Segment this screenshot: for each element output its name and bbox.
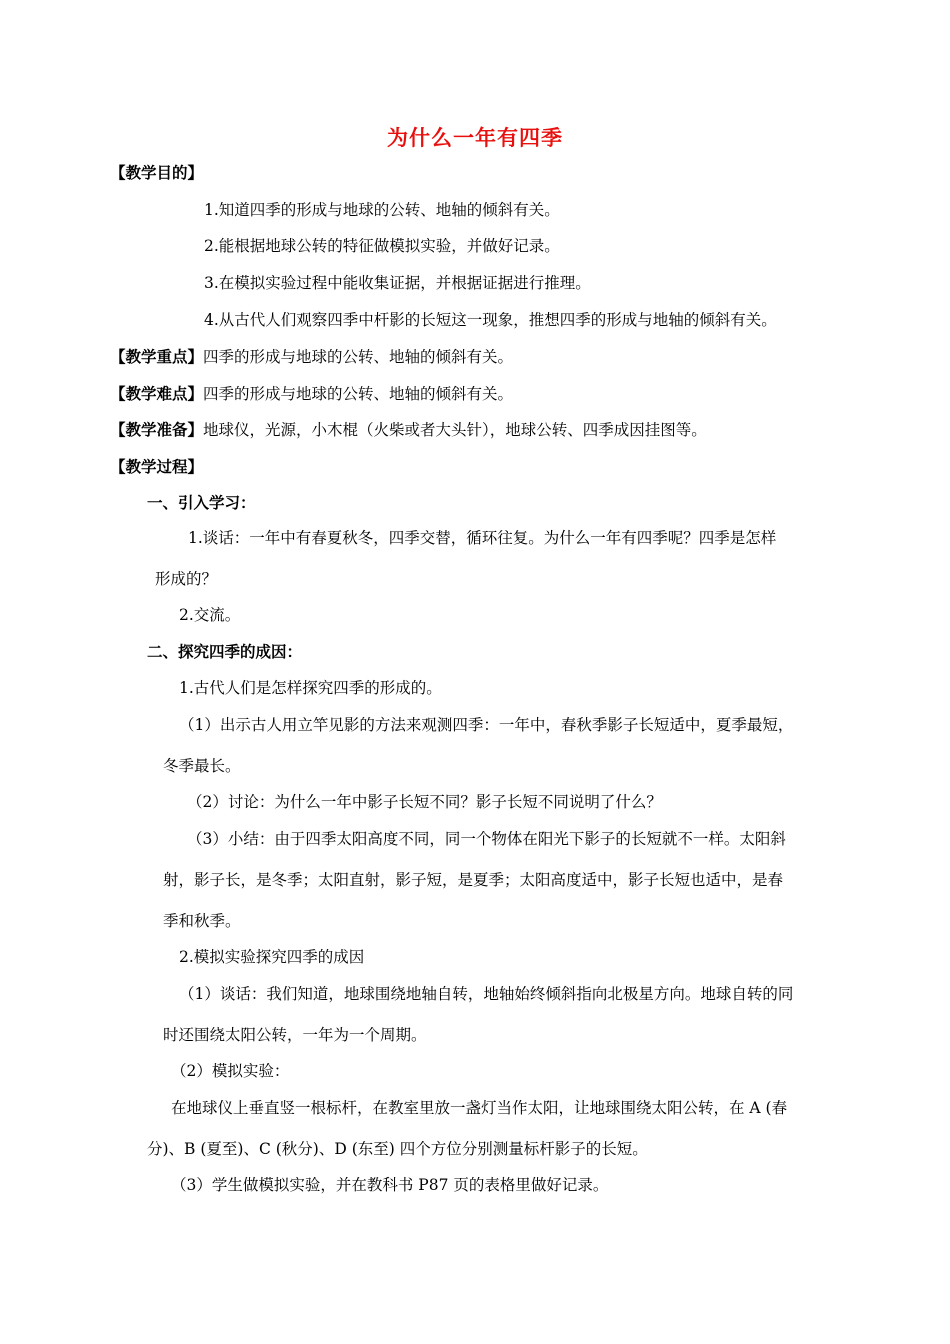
objectives-heading: 【教学目的】 xyxy=(110,164,204,182)
key-point-line xyxy=(110,347,513,367)
paragraph-line: （2）讨论：为什么一年中影子长短不同？影子长短不同说明了什么？ xyxy=(187,793,662,811)
key-point-text: 四季的形成与地球的公转、地轴的倾斜有关。 xyxy=(203,348,514,366)
paragraph-line: （3）学生做模拟实验，并在教科书 P87 页的表格里做好记录。 xyxy=(171,1176,609,1194)
objective-item: 3.在模拟实验过程中能收集证据，并根据证据进行推理。 xyxy=(204,274,591,292)
paragraph-line: 冬季最长。 xyxy=(163,757,241,775)
paragraph-line: 2.模拟实验探究四季的成因 xyxy=(179,948,365,966)
objective-item: 2.能根据地球公转的特征做模拟实验，并做好记录。 xyxy=(204,237,560,255)
key-point-label: 【教学重点】 xyxy=(110,348,204,366)
objective-item: 4.从古代人们观察四季中杆影的长短这一现象，推想四季的形成与地轴的倾斜有关。 xyxy=(204,311,777,329)
document-title: 为什么一年有四季 xyxy=(387,126,563,150)
paragraph-line: （1）出示古人用立竿见影的方法来观测四季：一年中，春秋季影子长短适中，夏季最短， xyxy=(179,716,794,734)
paragraph-line: （1）谈话：我们知道，地球围绕地轴自转，地轴始终倾斜指向北极星方向。地球自转的同 xyxy=(179,985,794,1003)
paragraph-line: 分)、B (夏至)、C (秋分)、D (东至) 四个方位分别测量标杆影子的长短。 xyxy=(147,1140,648,1158)
paragraph-line: 季和秋季。 xyxy=(163,912,241,930)
difficulty-text: 四季的形成与地球的公转、地轴的倾斜有关。 xyxy=(203,385,514,403)
paragraph-line: （3）小结：由于四季太阳高度不同，同一个物体在阳光下影子的长短就不一样。太阳斜 xyxy=(187,830,786,848)
paragraph-line: 时还围绕太阳公转，一年为一个周期。 xyxy=(163,1026,427,1044)
difficulty-line xyxy=(110,384,513,404)
preparation-line xyxy=(110,420,707,440)
objective-item: 1.知道四季的形成与地球的公转、地轴的倾斜有关。 xyxy=(204,201,560,219)
section1-heading: 一、引入学习： xyxy=(147,494,256,512)
paragraph-line: 2.交流。 xyxy=(179,606,241,624)
paragraph-line: 1.古代人们是怎样探究四季的形成的。 xyxy=(179,679,442,697)
preparation-label: 【教学准备】 xyxy=(110,421,204,439)
difficulty-label: 【教学难点】 xyxy=(110,385,204,403)
preparation-text: 地球仪，光源，小木棍（火柴或者大头针），地球公转、四季成因挂图等。 xyxy=(203,421,707,439)
paragraph-line: 在地球仪上垂直竖一根标杆，在教室里放一盏灯当作太阳，让地球围绕太阳公转，在 A (春 xyxy=(171,1099,788,1117)
paragraph-line: 1.谈话：一年中有春夏秋冬，四季交替，循环往复。为什么一年有四季呢？四季是怎样 xyxy=(188,529,777,547)
section2-heading: 二、探究四季的成因： xyxy=(147,643,303,661)
paragraph-line: （2）模拟实验： xyxy=(171,1062,290,1080)
process-heading: 【教学过程】 xyxy=(110,458,204,476)
paragraph-line: 形成的？ xyxy=(155,570,218,588)
paragraph-line: 射，影子长，是冬季；太阳直射，影子短，是夏季；太阳高度适中，影子长短也适中，是春 xyxy=(163,871,784,889)
